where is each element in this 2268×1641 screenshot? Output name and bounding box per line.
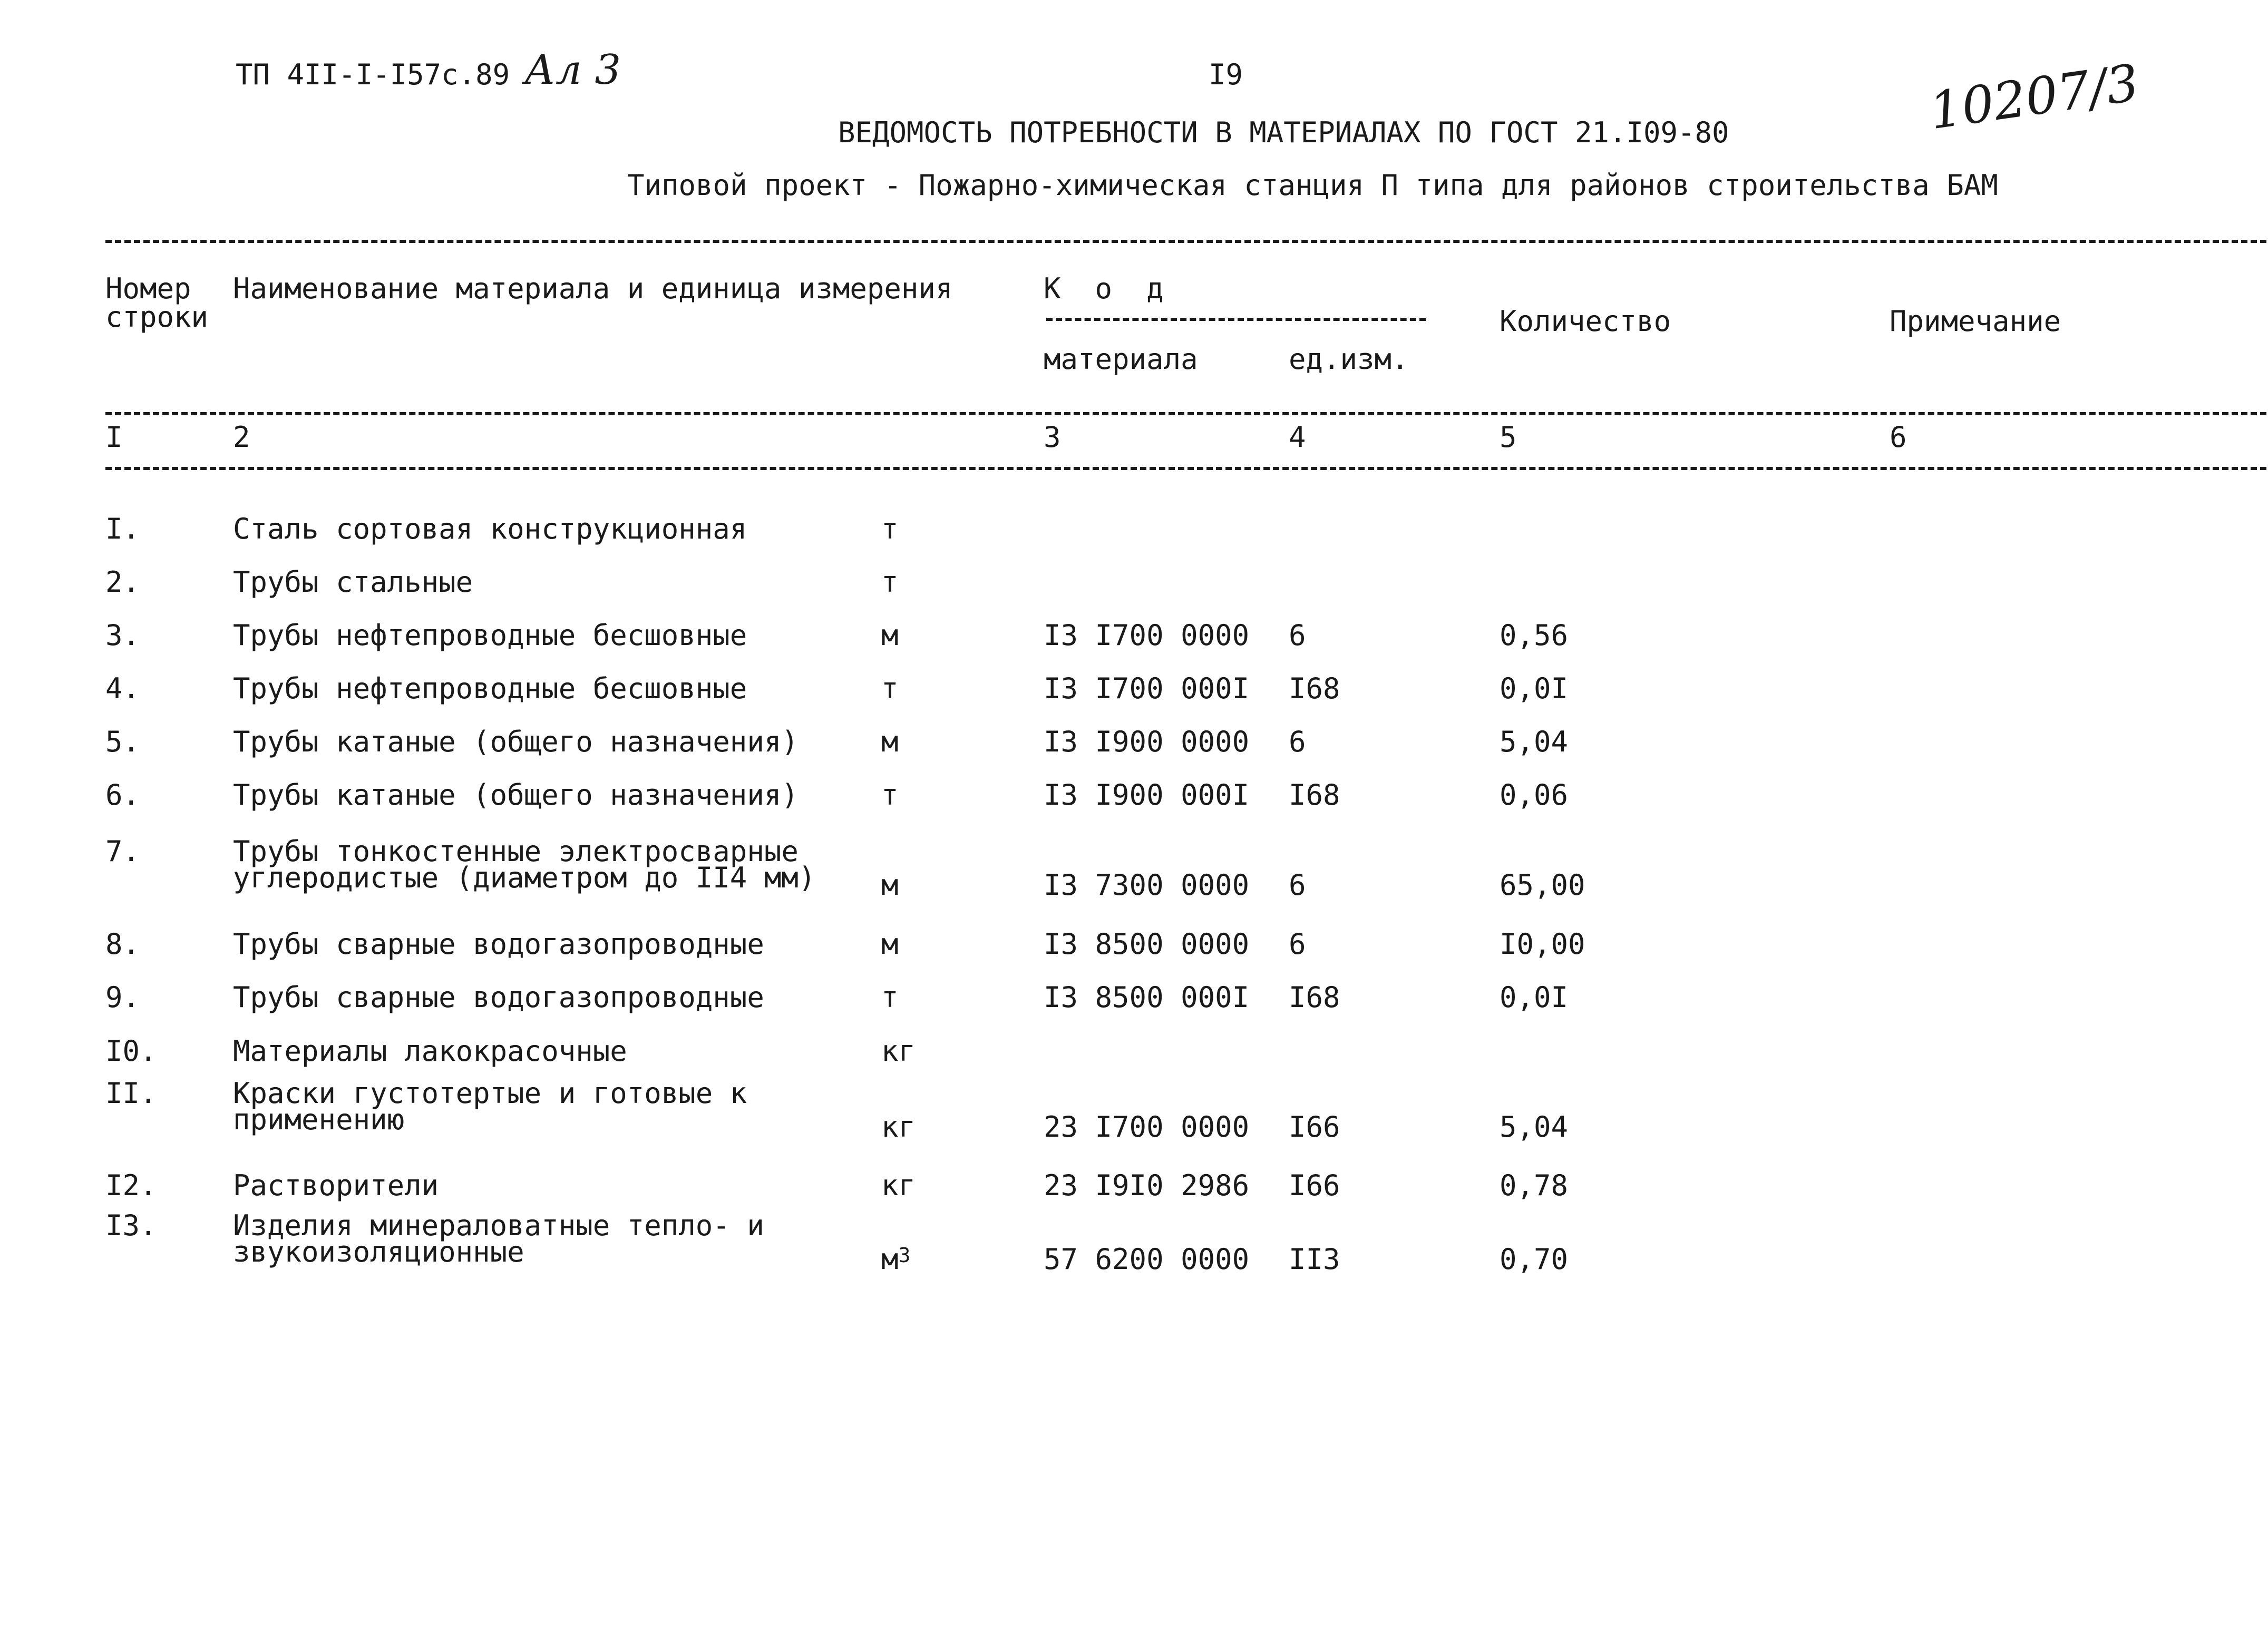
header-top-rule [105,240,2266,243]
column-number: 2 [233,421,250,454]
material-name: Трубы катаные (общего назначения) [233,778,799,812]
unit: $м^3$ [881,1243,911,1276]
header-code-rule [1046,318,1426,321]
unit: т [881,981,899,1014]
page-number: I9 [1209,58,1243,91]
row-number: I2. [105,1169,157,1202]
unit: кг [881,1034,916,1068]
unit: т [881,778,899,812]
row-number: 3. [105,619,140,652]
material-name: Трубы сварные водогазопроводные [233,927,764,961]
material-code: 57 6200 0000 [1044,1243,1250,1276]
unit-code: 6 [1289,619,1306,652]
material-name: Трубы нефтепроводные бесшовные [233,672,747,705]
material-code: I3 8500 000I [1044,981,1250,1014]
material-name: Материалы лакокрасочные [233,1034,627,1068]
row-number: I. [105,512,140,545]
material-name: применению [233,1103,405,1136]
column-numbers-top-rule [105,412,2266,415]
unit-code: I68 [1289,672,1340,705]
unit-code: I66 [1289,1110,1340,1144]
unit: м [881,725,899,758]
column-numbers-bottom-rule [105,467,2266,470]
unit: т [881,672,899,705]
column-number: 3 [1044,421,1061,454]
quantity: 0,0I [1500,981,1569,1014]
material-name: Сталь сортовая конструкционная [233,512,747,545]
unit-superscript: 3 [898,1244,911,1267]
material-code: I3 I700 000I [1044,672,1250,705]
row-number: 9. [105,981,140,1014]
material-code: 23 I700 0000 [1044,1110,1250,1144]
document-subtitle: Типовой проект - Пожарно-химическая станция П типа для районов строительства БАМ [627,169,1998,202]
row-number: 2. [105,565,140,599]
material-code: 23 I9I0 2986 [1044,1169,1250,1202]
row-number: II. [105,1077,157,1110]
unit-code: I68 [1289,981,1340,1014]
material-name: звукоизоляционные [233,1235,524,1268]
material-code: I3 8500 0000 [1044,927,1250,961]
header-quantity: Количество [1500,305,1671,338]
unit-code: II3 [1289,1243,1340,1276]
quantity: 5,04 [1500,1110,1569,1144]
header-material-name: Наименование материала и единица измерения [233,272,953,305]
material-name: Трубы сварные водогазопроводные [233,981,764,1014]
unit-code: 6 [1289,868,1306,902]
unit-code: 6 [1289,725,1306,758]
material-code: I3 I700 0000 [1044,619,1250,652]
quantity: 0,0I [1500,672,1569,705]
unit: т [881,512,899,545]
material-name: углеродистые (диаметром до II4 мм) [233,861,816,894]
material-name: Трубы нефтепроводные бесшовные [233,619,747,652]
unit-code: 6 [1289,927,1306,961]
row-number: 7. [105,835,140,868]
material-name: Растворители [233,1169,439,1202]
header-row-number-line1: Номер [105,272,191,305]
unit: кг [881,1110,916,1144]
material-name: Трубы тонкостенные электросварные [233,835,799,868]
unit-code: I66 [1289,1169,1340,1202]
inventory-handwritten-note: 10207/3 [1926,53,2143,141]
unit: м [881,868,899,902]
quantity: 0,56 [1500,619,1569,652]
quantity: I0,00 [1500,927,1585,961]
header-row-number-line2: строки [105,300,209,334]
material-code: I3 7300 0000 [1044,868,1250,902]
row-number: I3. [105,1209,157,1242]
header-code: К о д [1044,272,1164,305]
material-name: Изделия минераловатные тепло- и [233,1209,764,1242]
header-note: Примечание [1890,305,2061,338]
material-code: I3 I900 0000 [1044,725,1250,758]
quantity: 0,78 [1500,1169,1569,1202]
quantity: 0,06 [1500,778,1569,812]
quantity: 65,00 [1500,868,1585,902]
column-number: I [105,421,123,454]
unit: т [881,565,899,599]
album-handwritten-note: Ал 3 [524,46,621,94]
header-code-material: материала [1044,343,1198,376]
material-name: Трубы стальные [233,565,473,599]
document-code: ТП 4II-I-I57с.89 [236,58,510,91]
unit: м [881,619,899,652]
row-number: 6. [105,778,140,812]
material-name: Краски густотертые и готовые к [233,1077,747,1110]
unit: кг [881,1169,916,1202]
column-number: 4 [1289,421,1306,454]
unit: м [881,927,899,961]
quantity: 5,04 [1500,725,1569,758]
material-name: Трубы катаные (общего назначения) [233,725,799,758]
row-number: 4. [105,672,140,705]
row-number: 8. [105,927,140,961]
unit-code: I68 [1289,778,1340,812]
row-number: 5. [105,725,140,758]
row-number: I0. [105,1034,157,1068]
material-code: I3 I900 000I [1044,778,1250,812]
column-number: 5 [1500,421,1517,454]
document-title: ВЕДОМОСТЬ ПОТРЕБНОСТИ В МАТЕРИАЛАХ ПО ГОСТ 21.I09-80 [838,116,1729,149]
header-code-unit: ед.изм. [1289,343,1409,376]
column-number: 6 [1890,421,1907,454]
quantity: 0,70 [1500,1243,1569,1276]
